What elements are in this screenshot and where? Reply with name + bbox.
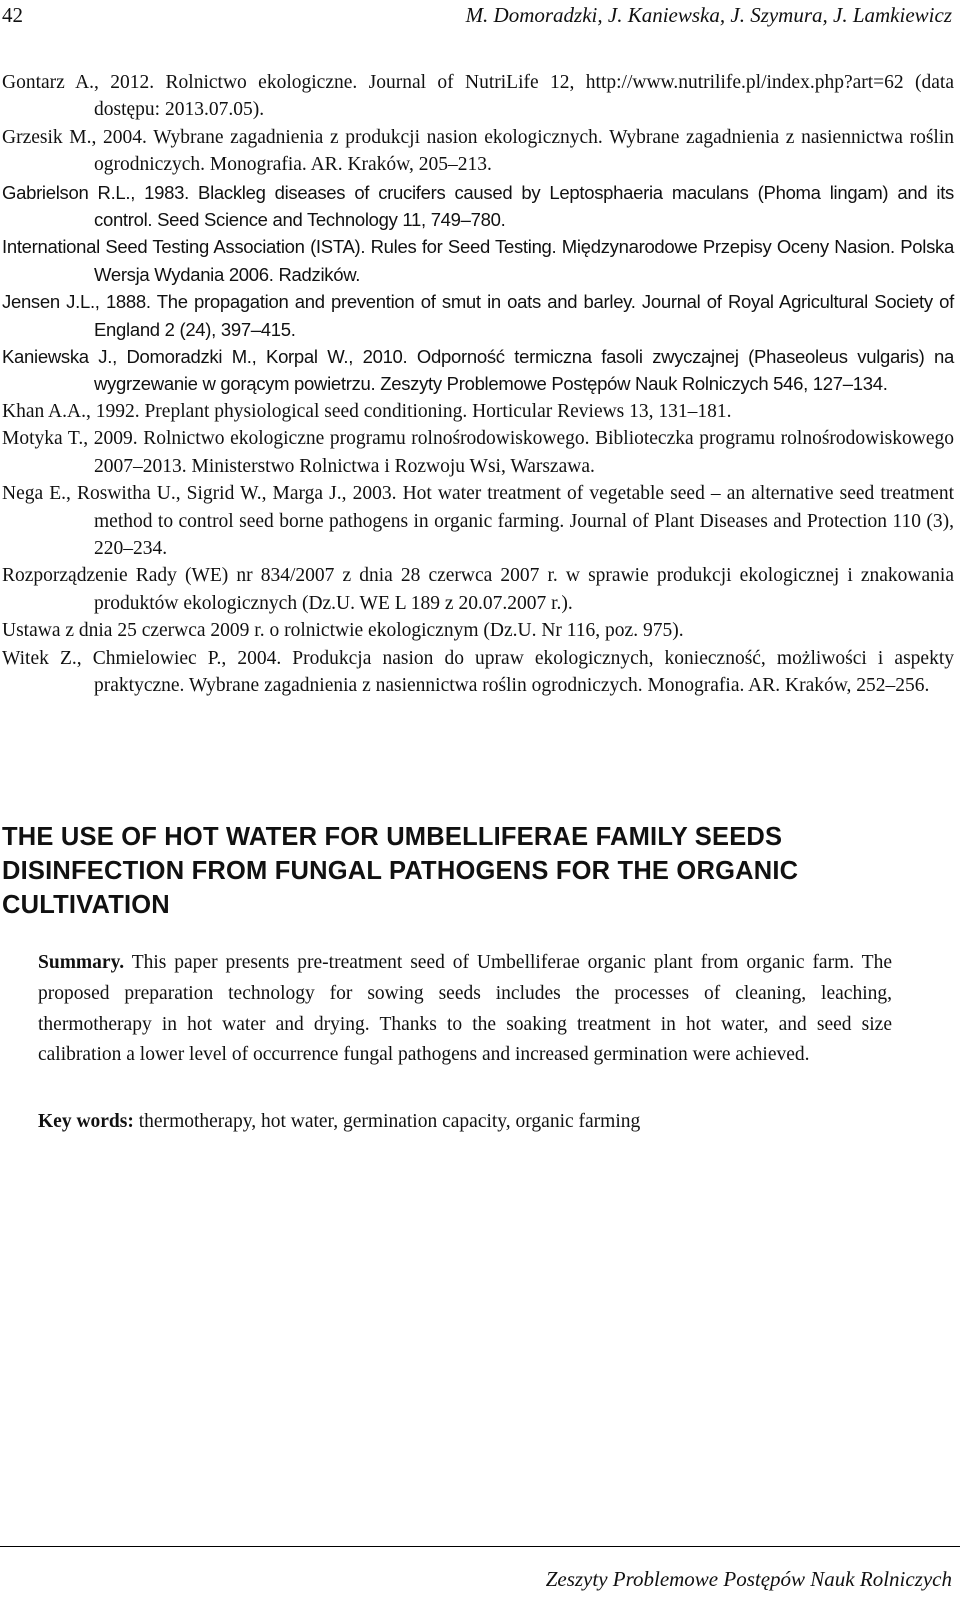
reference-item-motyka: Motyka T., 2009. Rolnictwo ekologiczne programu rolnośrodowiskowego. Biblioteczka programu rolnośrodowiskowego 2007–2013. Ministerstwo Rolnictwa i Rozwoju Wsi, Warszawa.	[2, 428, 954, 477]
footer-journal-title: Zeszyty Problemowe Postępów Nauk Rolniczych	[545, 1567, 952, 1591]
reference-item-rozporzadzenie: Rozporządzenie Rady (WE) nr 834/2007 z dnia 28 czerwca 2007 r. w sprawie produkcji ekologicznej i znakowania produktów ekologicznych (Dz.U. WE L 189 z 20.07.2007 r.).	[2, 565, 954, 614]
reference-item-ista: International Seed Testing Association (ISTA). Rules for Seed Testing. Międzynarodowe Przepisy Oceny Nasion. Polska Wersja Wydania 2006. Radzików.	[2, 236, 954, 285]
reference-item-kaniewska: Kaniewska J., Domoradzki M., Korpal W., 2010. Odporność termiczna fasoli zwyczajnej (Phaseoleus vulgaris) na wygrzewanie w gorącym powietrzu. Zeszyty Problemowe Postępów Nauk Rolniczych 546, 127–134.	[2, 346, 954, 395]
reference-item-grzesik: Grzesik M., 2004. Wybrane zagadnienia z produkcji nasion ekologicznych. Wybrane zagadnienia z nasiennictwa roślin ogrodniczych. Monografia. AR. Kraków, 205–213.	[2, 126, 954, 176]
reference-item-gabrielson: Gabrielson R.L., 1983. Blackleg diseases of crucifers caused by Leptosphaeria maculans (Phoma lingam) and its control. Seed Science and Technology 11, 749–780.	[2, 181, 954, 231]
keywords-label: Key words:	[38, 1111, 134, 1132]
running-head-authors: M. Domoradzki, J. Kaniewska, J. Szymura, J. Lamkiewicz	[465, 3, 952, 27]
english-title: THE USE OF HOT WATER FOR UMBELLIFERAE FAMILY SEEDS DISINFECTION FROM FUNGAL PATHOGENS FOR THE ORGANIC CULTIVATION	[2, 823, 799, 919]
reference-list	[2, 69, 954, 699]
reference-item-khan: Khan A.A., 1992. Preplant physiological seed conditioning. Horticular Reviews 13, 131–181.	[2, 400, 732, 422]
reference-item-nega: Nega E., Roswitha U., Sigrid W., Marga J., 2003. Hot water treatment of vegetable seed – an alternative seed treatment method to control seed borne pathogens in organic farming. Journal of Plant Diseases and Protection 110 (3), 220–234.	[2, 483, 954, 559]
running-header	[0, 0, 960, 40]
footer-divider	[0, 1546, 960, 1547]
keywords-text: thermotherapy, hot water, germination capacity, organic farming	[133, 1111, 641, 1132]
reference-item-ustawa: Ustawa z dnia 25 czerwca 2009 r. o rolnictwie ekologicznym (Dz.U. Nr 116, poz. 975).	[2, 620, 684, 642]
page-number: 42	[2, 3, 23, 27]
summary-label: Summary.	[38, 952, 125, 973]
reference-item-witek: Witek Z., Chmielowiec P., 2004. Produkcja nasion do upraw ekologicznych, konieczność, możliwości i aspekty praktyczne. Wybrane zagadnienia z nasiennictwa roślin ogrodniczych. Monografia. AR. Kraków, 252–256.	[2, 647, 954, 696]
keywords-paragraph	[38, 1107, 918, 1137]
reference-item-jensen: Jensen J.L., 1888. The propagation and prevention of smut in oats and barley. Journal of Royal Agricultural Society of England 2 (24), 397–415.	[2, 291, 954, 340]
reference-item-gontarz: Gontarz A., 2012. Rolnictwo ekologiczne. Journal of NutriLife 12, http://www.nutrilife.pl/index.php?art=62 (data dostępu: 2013.07.05).	[2, 72, 954, 121]
summary-text: This paper presents pre-treatment seed of Umbelliferae organic plant from organic farm. The proposed preparation technology for sowing seeds includes the processes of cleaning, leaching, thermotherapy in hot water and drying. Thanks to the soaking treatment in hot water, and seed size calibration a lower level of occurrence fungal pathogens and increased germination were achieved.	[38, 952, 892, 1066]
summary-paragraph	[38, 948, 892, 1071]
